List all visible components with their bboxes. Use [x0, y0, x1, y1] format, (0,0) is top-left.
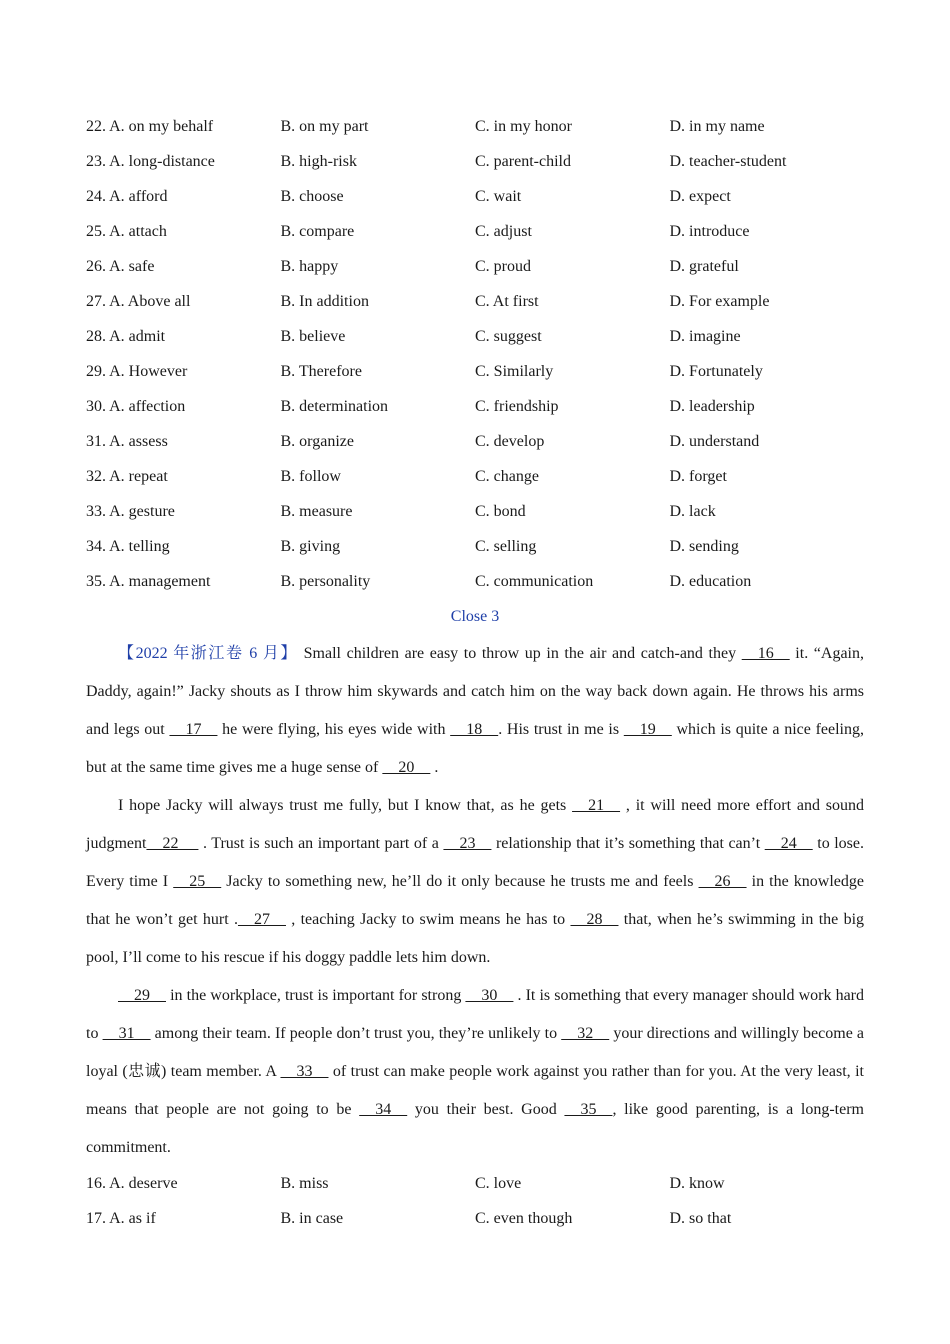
option-a: A. safe [109, 258, 155, 275]
passage-text: to lose. Every time I [86, 835, 865, 890]
option-b: B. determination [280, 398, 389, 415]
option-c: C. suggest [475, 328, 542, 345]
option-a: A. affection [109, 398, 186, 415]
option-row [86, 1167, 864, 1202]
passage-text: , teaching Jacky to swim means he has to [285, 911, 571, 928]
blank-23: 23 [443, 835, 492, 852]
blank-28: 28 [570, 911, 619, 928]
blank-20: 20 [382, 759, 431, 776]
option-a: A. assess [109, 433, 168, 450]
question-number: 35. [86, 573, 106, 590]
question-number: 26. [86, 258, 106, 275]
option-row [86, 355, 864, 390]
option-b: B. giving [280, 538, 341, 555]
option-c: C. adjust [475, 223, 532, 240]
option-row [86, 110, 864, 145]
passage-text: . Trust is such an important part of a [198, 835, 444, 852]
blank-26: 26 [698, 873, 747, 890]
option-a: A. afford [109, 188, 168, 205]
option-row [86, 250, 864, 285]
option-d: D. introduce [669, 223, 750, 240]
option-b: B. on my part [280, 118, 369, 135]
section-title: Close 3 [450, 608, 500, 625]
option-d: D. know [669, 1175, 725, 1192]
passage-text: . [430, 759, 439, 776]
option-c: C. At first [475, 293, 539, 310]
option-c: C. wait [475, 188, 522, 205]
passage-text: which is quite a nice feeling, but at the same time gives me a huge sense of [86, 721, 864, 776]
option-c: C. proud [475, 258, 531, 275]
option-a: A. admit [109, 328, 166, 345]
question-number: 33. [86, 503, 106, 520]
exam-page [86, 110, 864, 1237]
question-number: 32. [86, 468, 106, 485]
passage-text: relationship that it’s something that can’t [491, 835, 765, 852]
option-d: D. so that [669, 1210, 732, 1227]
option-row [86, 285, 864, 320]
blank-16: 16 [741, 645, 790, 662]
option-b: B. believe [280, 328, 346, 345]
option-c: C. change [475, 468, 539, 485]
question-number: 31. [86, 433, 106, 450]
passage-text: I hope Jacky will always trust me fully, but I know that, as he gets [118, 797, 573, 814]
option-d: D. imagine [669, 328, 741, 345]
option-a: A. However [109, 363, 188, 380]
question-number: 30. [86, 398, 106, 415]
option-d: D. lack [669, 503, 716, 520]
option-d: D. grateful [669, 258, 739, 275]
options-list-bottom [86, 1167, 864, 1237]
question-number: 28. [86, 328, 106, 345]
option-c: C. develop [475, 433, 545, 450]
option-row [86, 390, 864, 425]
passage-text: , it will need more effort and sound judgment [86, 797, 864, 852]
passage-text: Small children are easy to throw up in the air and catch-and they [298, 645, 742, 662]
blank-24: 24 [764, 835, 813, 852]
option-d: D. understand [669, 433, 760, 450]
option-b: B. happy [280, 258, 339, 275]
option-a: A. as if [109, 1210, 156, 1227]
question-number: 27. [86, 293, 106, 310]
option-c: C. parent-child [475, 153, 571, 170]
question-number: 23. [86, 153, 106, 170]
option-a: A. telling [109, 538, 170, 555]
blank-22: 22 [146, 835, 199, 852]
option-c: C. even though [475, 1210, 573, 1227]
option-b: B. In addition [280, 293, 369, 310]
option-d: D. For example [669, 293, 770, 310]
option-row [86, 425, 864, 460]
passage-text: , like good parenting, is a long-term commitment. [86, 1101, 865, 1156]
passage-text: Jacky to something new, he’ll do it only because he trusts me and feels [221, 873, 699, 890]
passage-text: your directions and willingly become a loyal (忠诚) team member. A [86, 1025, 865, 1080]
option-row [86, 145, 864, 180]
passage-text: in the workplace, trust is important for strong [166, 987, 466, 1004]
question-number: 17. [86, 1210, 106, 1227]
passage-text: of trust can make people work against you rather than for you. At the very least, it means that people are not going to be [86, 1063, 864, 1118]
passage-text: it. “Again, Daddy, again!” Jacky shouts as I throw him skywards and catch him on the way back down again. He throws his arms and legs out [86, 645, 865, 738]
passage-text: in the knowledge that he won’t get hurt . [86, 873, 864, 928]
option-b: B. measure [280, 503, 353, 520]
option-a: A. repeat [109, 468, 168, 485]
option-a: A. gesture [109, 503, 175, 520]
option-d: D. teacher-student [669, 153, 787, 170]
passage-text: among their team. If people don’t trust you, they’re unlikely to [150, 1025, 562, 1042]
option-a: A. deserve [109, 1175, 178, 1192]
blank-21: 21 [572, 797, 621, 814]
option-c: C. love [475, 1175, 522, 1192]
blank-27: 27 [237, 911, 286, 928]
option-b: B. personality [280, 573, 371, 590]
option-d: D. expect [669, 188, 731, 205]
blank-17: 17 [169, 721, 218, 738]
option-a: A. Above all [109, 293, 191, 310]
passage-paragraph-3 [86, 977, 864, 1167]
question-number: 25. [86, 223, 106, 240]
blank-35: 35 [564, 1101, 613, 1118]
option-row [86, 320, 864, 355]
option-row [86, 530, 864, 565]
option-b: B. high-risk [280, 153, 357, 170]
question-number: 16. [86, 1175, 106, 1192]
question-number: 34. [86, 538, 106, 555]
option-a: A. long-distance [109, 153, 215, 170]
option-b: B. organize [280, 433, 354, 450]
option-a: A. attach [109, 223, 167, 240]
passage-paragraph-1 [86, 635, 864, 787]
blank-29: 29 [118, 987, 166, 1004]
option-d: D. sending [669, 538, 739, 555]
option-b: B. Therefore [280, 363, 362, 380]
option-c: C. bond [475, 503, 526, 520]
blank-32: 32 [561, 1025, 610, 1042]
option-c: C. selling [475, 538, 537, 555]
passage-text: . It is something that every manager should work hard to [86, 987, 865, 1042]
option-row [86, 565, 864, 600]
option-row [86, 1202, 864, 1237]
option-c: C. Similarly [475, 363, 554, 380]
option-d: D. leadership [669, 398, 755, 415]
option-d: D. education [669, 573, 752, 590]
option-b: B. in case [280, 1210, 344, 1227]
option-d: D. forget [669, 468, 727, 485]
question-number: 24. [86, 188, 106, 205]
blank-31: 31 [102, 1025, 151, 1042]
question-number: 29. [86, 363, 106, 380]
option-row [86, 495, 864, 530]
passage-text: he were flying, his eyes wide with [217, 721, 451, 738]
option-a: A. management [109, 573, 211, 590]
options-list-top [86, 110, 864, 600]
option-c: C. friendship [475, 398, 559, 415]
source-tag: 【2022 年浙江卷 6 月】 [118, 645, 299, 662]
option-b: B. compare [280, 223, 355, 240]
passage-paragraph-2 [86, 787, 864, 977]
blank-33: 33 [280, 1063, 329, 1080]
option-d: D. Fortunately [669, 363, 763, 380]
option-row [86, 460, 864, 495]
blank-34: 34 [359, 1101, 408, 1118]
option-c: C. communication [475, 573, 594, 590]
option-c: C. in my honor [475, 118, 572, 135]
option-b: B. miss [280, 1175, 329, 1192]
option-row [86, 215, 864, 250]
blank-30: 30 [465, 987, 514, 1004]
option-b: B. follow [280, 468, 341, 485]
option-a: A. on my behalf [109, 118, 214, 135]
passage-text: you their best. Good [407, 1101, 565, 1118]
question-number: 22. [86, 118, 106, 135]
passage-text: . His trust in me is [498, 721, 624, 738]
option-d: D. in my name [669, 118, 765, 135]
blank-25: 25 [173, 873, 222, 890]
option-b: B. choose [280, 188, 344, 205]
blank-18: 18 [450, 721, 499, 738]
passage-text: that, when he’s swimming in the big pool, I’ll come to his rescue if his doggy paddle lets him down. [86, 911, 865, 966]
blank-19: 19 [623, 721, 672, 738]
option-row [86, 180, 864, 215]
